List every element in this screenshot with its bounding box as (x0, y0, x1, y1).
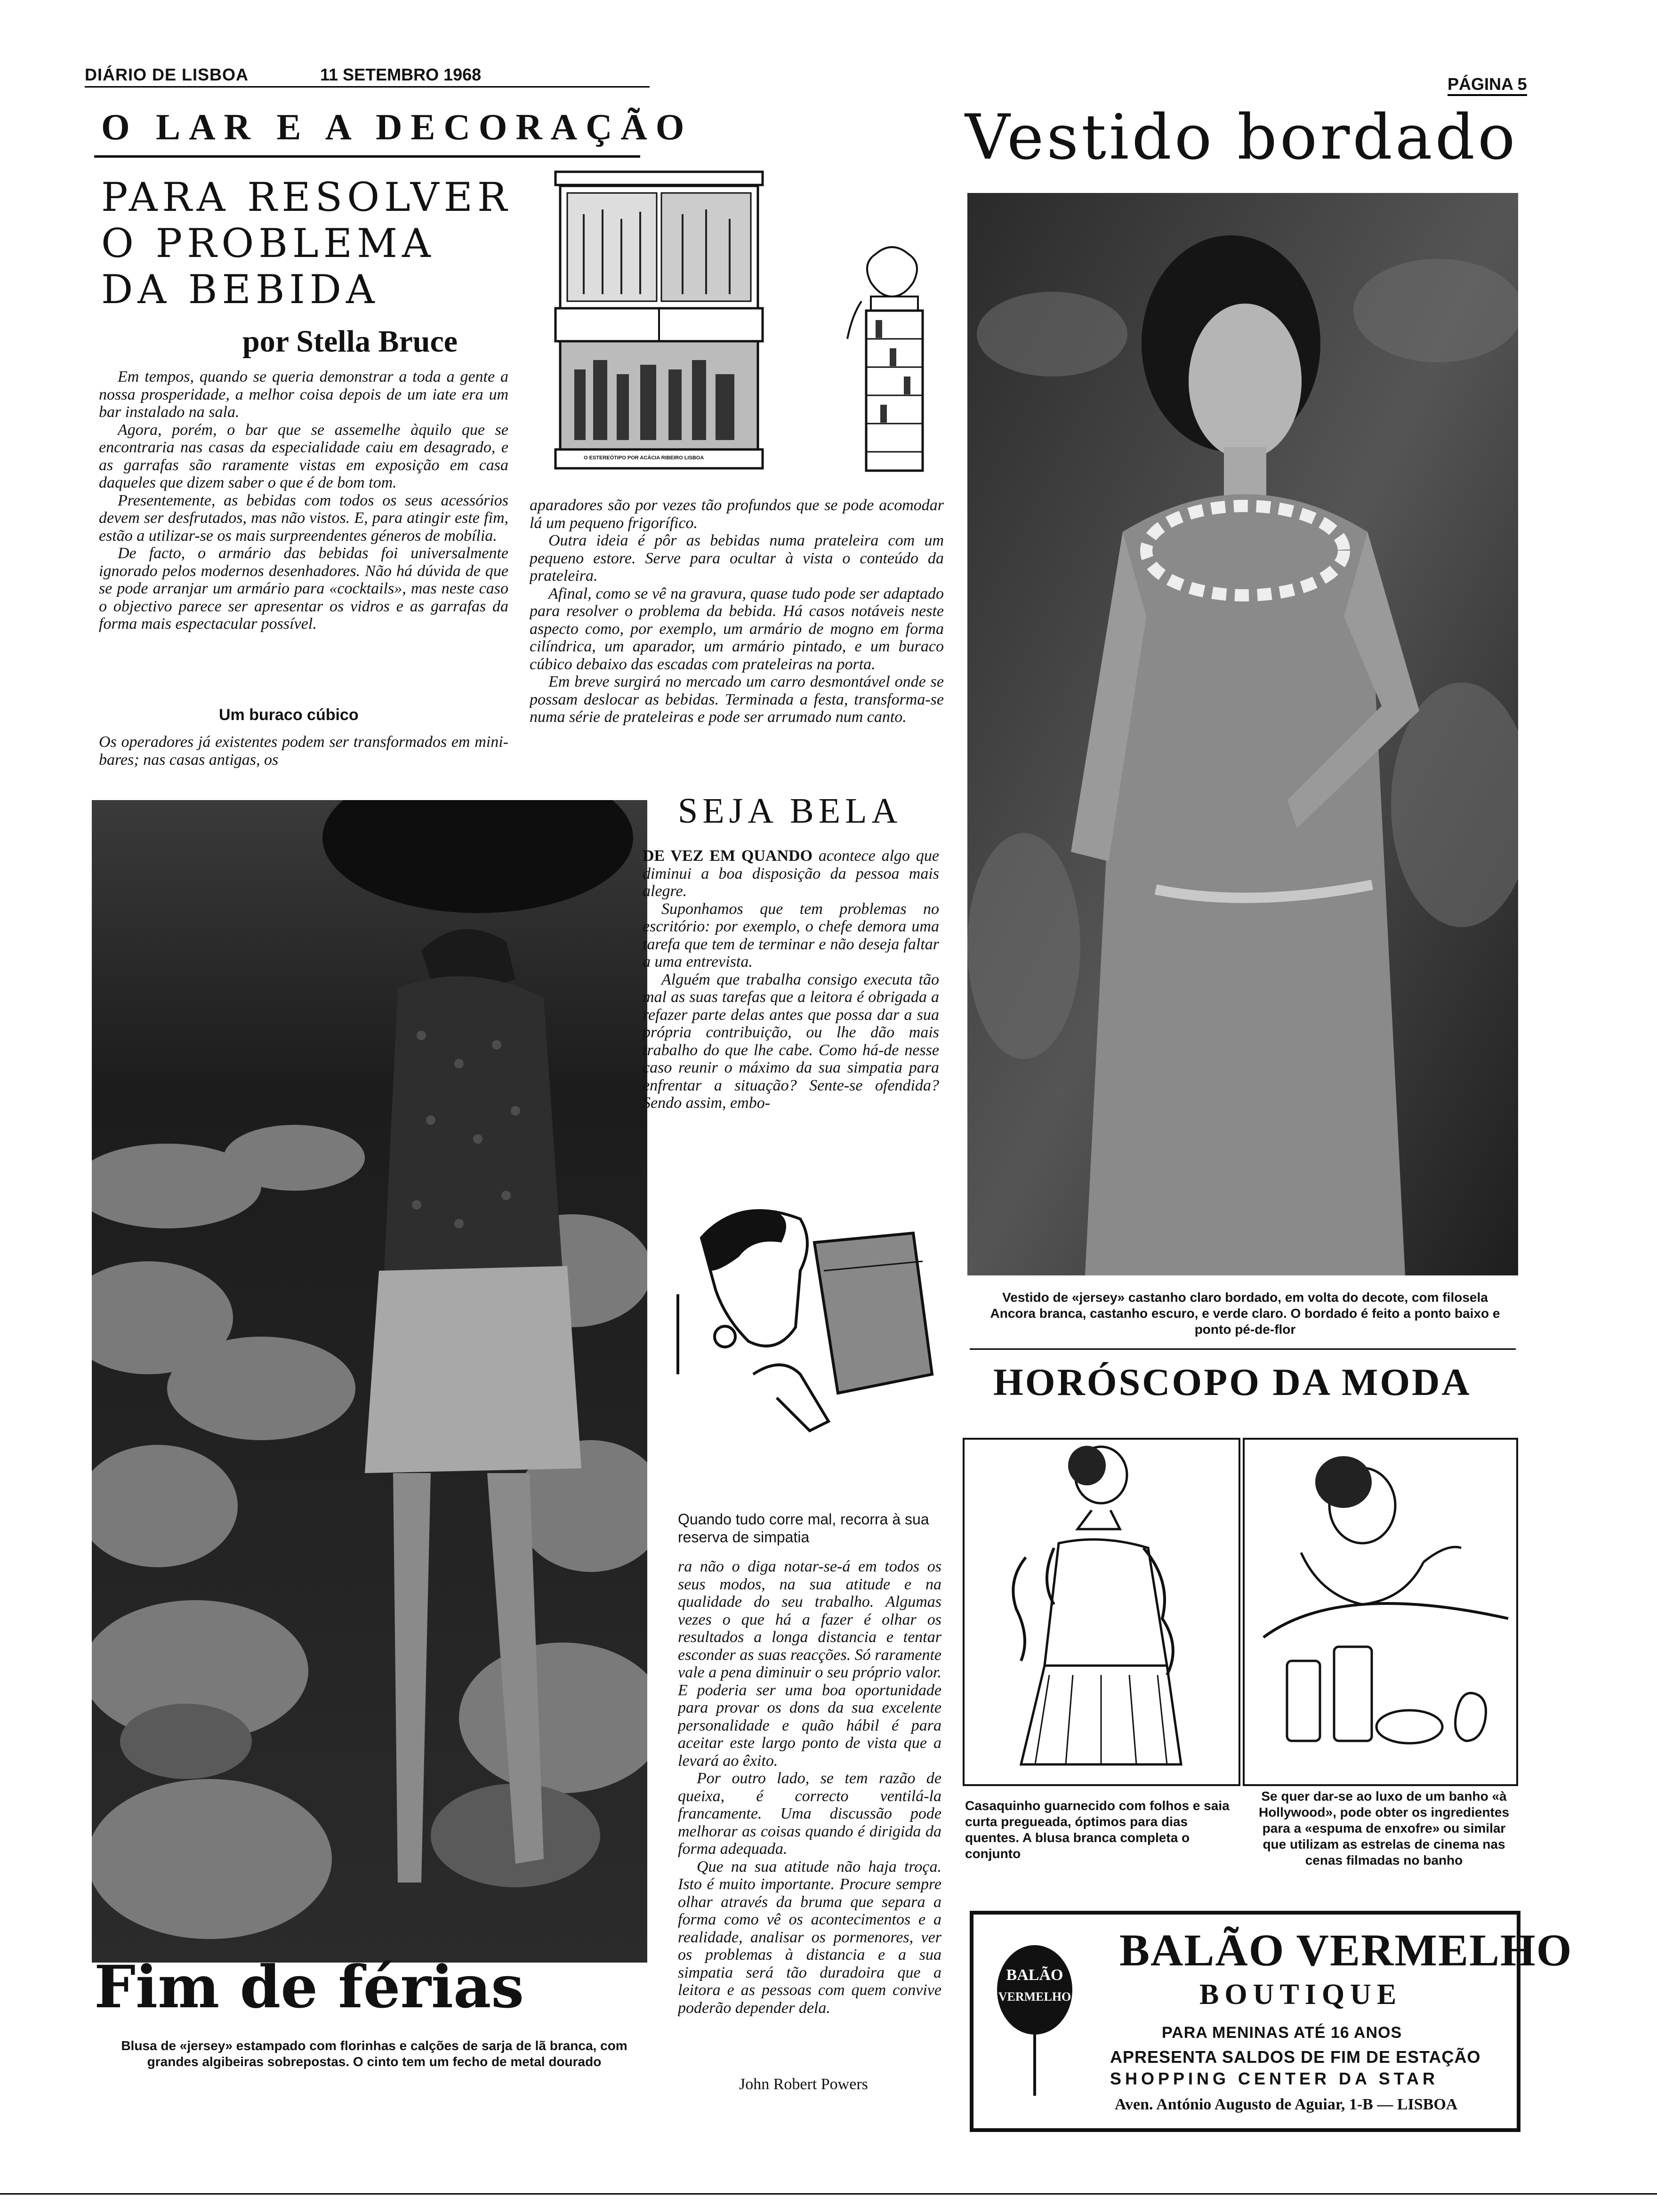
section-rule (94, 155, 640, 158)
vestido-caption: Vestido de «jersey» castanho claro bordado, em volta do decote, com filosela Ancora branca, castanho escuro, e verde claro. O bordado é feito a ponto baixo e ponto pé-de-flor (990, 1290, 1500, 1337)
paragraph: aparadores são por vezes tão profundos que se pode acomodar lá um pequeno frigorífico. (530, 497, 944, 532)
paragraph: Em breve surgirá no mercado um carro desmontável onde se possam deslocar as bebidas. Terminada a festa, transforma-se numa série de prateleiras e pode ser arrumado num canto. (530, 673, 944, 726)
ad-boutique: BOUTIQUE (1199, 1979, 1402, 2011)
paragraph: Suponhamos que tem problemas no escritório: por exemplo, o chefe demora uma tarefa que tem de terminar e não deseja faltar a uma entrevista. (643, 900, 939, 970)
paragraph: Em tempos, quando se queria demonstrar a toda a gente a nossa prosperidade, a melhor coisa depois de um iate era um bar instalado na sala. (99, 368, 508, 421)
paragraph: Presentemente, as bebidas com todos os seus acessórios devem ser desfrutados, mas não vistos. E, para atingir este fim, estão a utilizar-se os mais surpreendentes géneros de mobília. (99, 491, 508, 545)
lead-in: DE VEZ EM QUANDO (643, 847, 813, 865)
section-title: O LAR E A DECORAÇÃO (101, 106, 693, 147)
paragraph: Alguém que trabalha consigo executa tão mal as suas tarefas que a leitora é obrigada a refazer parte delas antes que possa dar a sua própria contribuição, ou lhe dão mais trabalho do que lhe cabe. Como há-de nesse caso reunir o máximo da sua simpatia para enfrentar a situação? Sente-se ofendida? Sendo assim, embo- (643, 970, 939, 1112)
seja-bela-top (643, 847, 939, 1177)
title-line: DA BEBIDA (101, 266, 379, 313)
paragraph: Que na sua atitude não haja troça. Isto é muito importante. Procure sempre olhar através da bruma que separa a forma como vê os acontecimentos e a realidade, analisar os pormenores, ver os problemas à distancia e a sua simpatia será tão duradoira que a leitora e as pessoas com quem convive poderão depender dela. (678, 1858, 941, 2017)
title-line: O PROBLEMA (101, 220, 435, 266)
seja-bela-image-caption: Quando tudo corre mal, recorra à sua reserva de simpatia (678, 1511, 929, 1546)
ad-line-1: PARA MENINAS ATÉ 16 ANOS (1162, 2024, 1402, 2042)
lead-text: acontece algo que diminui a boa disposição da pessoa mais alegre. (643, 847, 939, 900)
seja-bela-author: John Robert Powers (739, 2076, 868, 2093)
horoscopo-sketch-right (1243, 1438, 1518, 1786)
vestido-title: Vestido bordado (965, 101, 1518, 174)
paragraph: Por outro lado, se tem razão de queixa, é correcto ventilá-la francamente. Uma discussão pode melhorar as coisas quando é dirigida da forma adequada. (678, 1770, 941, 1858)
seja-bela-sketch (659, 1177, 941, 1459)
paragraph: Outra ideia é pôr as bebidas numa prateleira com um pequeno estore. Serve para ocultar à vista o conteúdo da prateleira. (530, 532, 944, 585)
horoscopo-sketch-left (963, 1438, 1240, 1786)
horoscopo-title: HORÓSCOPO DA MODA (993, 1361, 1472, 1403)
page-number: PÁGINA 5 (1448, 74, 1527, 96)
issue-date: 11 SETEMBRO 1968 (320, 65, 482, 84)
cabinet-illustration (546, 167, 772, 473)
ad-line-2: APRESENTA SALDOS DE FIM DE ESTAÇÃO (1110, 2047, 1481, 2067)
paragraph (643, 847, 939, 900)
horoscopo-caption-right: Se quer dar-se ao luxo de um banho «à Hollywood», pode obter os ingredientes para a «espuma de enxofre» ou similar que utilizam as estrelas de cinema nas cenas filmadas no banho (1258, 1789, 1510, 1867)
horoscopo-caption-left: Casaquinho guarnecido com folhos e saia curta pregueada, óptimos para dias quentes. A blusa branca completa o conjunto (965, 1798, 1230, 1861)
ad-logo-line: VERMELHO (998, 1990, 1071, 2004)
article-column-1 (99, 368, 508, 702)
seja-bela-title: SEJA BELA (678, 791, 902, 831)
byline: por Stella Bruce (242, 324, 458, 359)
horoscopo-rule-top (970, 1348, 1516, 1350)
vestido-photo (967, 193, 1518, 1275)
paragraph: Agora, porém, o bar que se assemelhe àquilo que se encontraria nas casas da especialidade caiu em desagrado, e as garrafas são raramente vistas em exposição em casa daqueles que dizem saber o que é de bom tom. (99, 421, 508, 491)
article-column-1-tail: Os operadores já existentes podem ser transformados em mini-bares; nas casas antigas, os (99, 733, 508, 769)
ad-line-3: SHOPPING CENTER DA STAR (1110, 2069, 1439, 2088)
ad-name: BALÃO VERMELHO (1119, 1925, 1573, 1975)
shelf-illustration (843, 245, 941, 480)
title-line: PARA RESOLVER (101, 174, 512, 220)
header-rule (85, 86, 650, 88)
article-title (101, 174, 515, 313)
ferias-photo (92, 800, 647, 1963)
ad-box (970, 1911, 1573, 2132)
ferias-title: Fim de férias (94, 1953, 524, 2021)
article-column-2 (530, 497, 944, 772)
ad-logo (992, 1940, 1077, 2096)
ferias-caption: Blusa de «jersey» estampado com florinhas e calções de sarja de lã branca, com grandes algibeiras sobrepostas. O cinto tem um fecho de metal dourado (121, 2038, 627, 2069)
ad-logo-line: BALÃO (1006, 1966, 1063, 1984)
paragraph: ra não o diga notar-se-á em todos os seus modos, na sua atitude e na qualidade do seu trabalho. Algumas vezes o que há a fazer é olhar os resultados a longa distancia e tentar esconder as suas reacções. Só raramente vale a pena diminuir o seu próprio valor. E poderia ser uma boa oportunidade para provar os dons da sua excelente personalidade e quão hábil é para aceitar este largo ponto de vista que a levará ao êxito. (678, 1558, 941, 1770)
page-bottom-rule (0, 2193, 1657, 2195)
illustration-credit: O ESTEREÓTIPO POR ACÁCIA RIBEIRO LISBOA (584, 455, 704, 461)
seja-bela-bottom (678, 1558, 941, 2071)
ad-address: Aven. António Augusto de Aguiar, 1-B — LISBOA (1115, 2096, 1458, 2113)
subheading: Um buraco cúbico (219, 706, 359, 724)
paragraph: Afinal, como se vê na gravura, quase tudo pode ser adaptado para resolver o problema da bebida. Há casos notáveis neste aspecto como, por exemplo, um armário de mogno em forma cilíndrica, um aparador, um armário pintado, e um buraco cúbico debaixo das escadas com prateleiras na porta. (530, 585, 944, 673)
paragraph: De facto, o armário das bebidas foi universalmente ignorado pelos modernos desenhadores. Não há dúvida de que se pode arranjar um armário para «cocktails», mas neste caso o objectivo parece ser apresentar os vidros e as garrafas da forma mais espectacular possível. (99, 545, 508, 633)
newspaper-name: DIÁRIO DE LISBOA (85, 65, 249, 84)
